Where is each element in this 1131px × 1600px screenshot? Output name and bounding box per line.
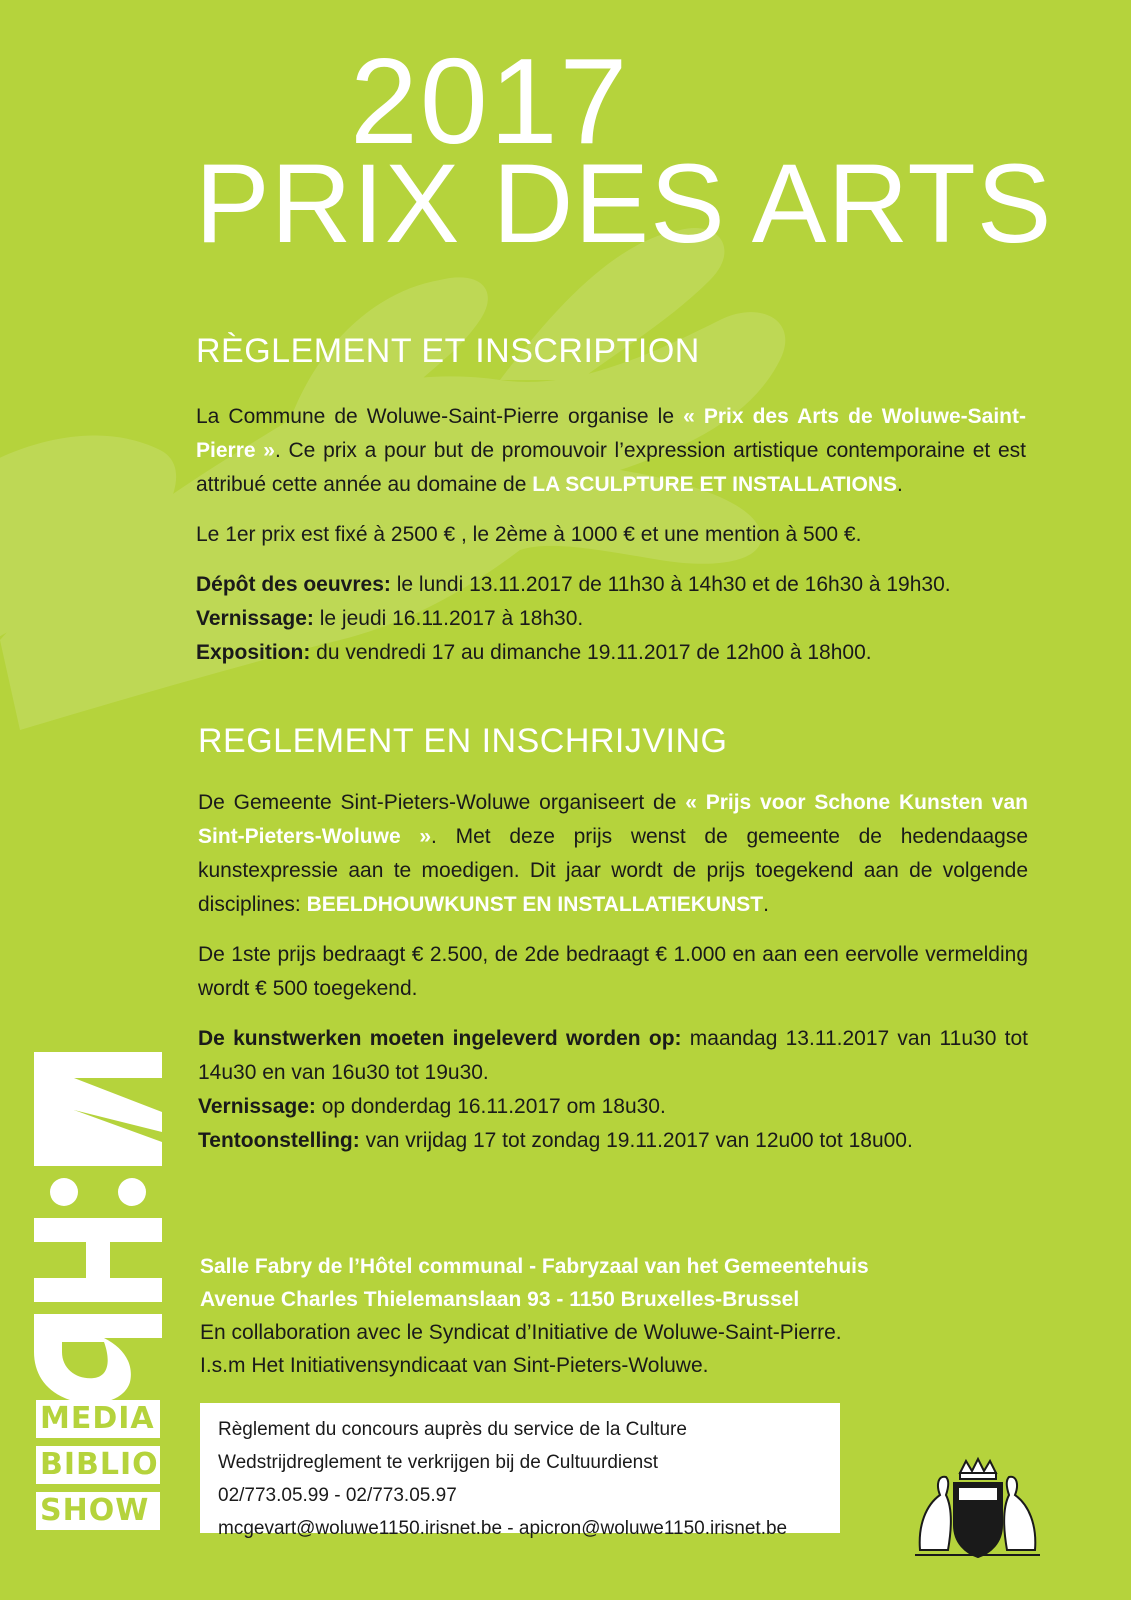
nl-exposition-value: van vrijdag 17 tot zondag 19.11.2017 van 12u00 tot 18u00. <box>359 1129 913 1152</box>
info-rules-nl: Wedstrijdreglement te verkrijgen bij de Cultuurdienst <box>218 1452 659 1473</box>
info-box <box>200 1403 840 1539</box>
nl-intro-text: De Gemeente Sint-Pieters-Woluwe organiseert de <box>198 791 686 814</box>
info-email: mcgevart@woluwe1150.irisnet.be - apicron@woluwe1150.irisnet.be <box>218 1518 788 1539</box>
nl-prize-name: « Prijs voor Schone Kunsten van Sint-Pieters-Woluwe » <box>198 791 1028 848</box>
venue-address: Avenue Charles Thielemanslaan 93 - 1150 Bruxelles-Brussel <box>200 1288 800 1311</box>
fr-heading: RÈGLEMENT ET INSCRIPTION <box>196 332 700 370</box>
nl-intro <box>198 786 1028 922</box>
fr-intro-text: La Commune de Woluwe-Saint-Pierre organise le <box>196 405 684 428</box>
nl-intro-end: . <box>763 893 769 916</box>
venue-name: Salle Fabry de l’Hôtel communal - Fabryzaal van het Gemeentehuis <box>200 1255 869 1278</box>
info-rules-fr: Règlement du concours auprès du service de la Culture <box>218 1419 687 1440</box>
fr-depot <box>196 568 1026 602</box>
nl-exposition <box>198 1124 1028 1158</box>
nl-depot <box>198 1022 1028 1090</box>
fr-prize-name: « Prix des Arts de Woluwe-Saint-Pierre » <box>196 405 1026 462</box>
fr-intro-end: . <box>897 473 903 496</box>
logo-tag-show: SHOW <box>36 1492 160 1530</box>
nl-heading: REGLEMENT EN INSCHRIJVING <box>198 722 728 760</box>
fr-vernissage <box>196 602 1026 636</box>
logo-tag-media: MEDIA <box>36 1400 160 1438</box>
nl-intro-text-2: . Met deze prijs wenst de gemeente de hedendaagse kunstexpressie aan te moedigen. Dit jaar wordt de prijs toegekend aan de volgende disciplines: <box>198 825 1028 916</box>
venue-block <box>200 1250 869 1382</box>
nl-vernissage <box>198 1090 1028 1124</box>
fr-prizes: Le 1er prix est fixé à 2500 € , le 2ème à 1000 € et une mention à 500 €. <box>196 523 862 546</box>
main-title: PRIX DES ARTS <box>195 141 1053 266</box>
fr-depot-label: Dépôt des oeuvres: <box>196 573 391 596</box>
fr-depot-value: le lundi 13.11.2017 de 11h30 à 14h30 et de 16h30 à 19h30. <box>390 573 951 596</box>
venue-collab-nl: I.s.m Het Initiativensyndicaat van Sint-Pieters-Woluwe. <box>200 1354 709 1377</box>
fr-body <box>196 400 1026 670</box>
nl-prizes: De 1ste prijs bedraagt € 2.500, de 2de bedraagt € 1.000 en aan een eervolle vermelding wordt € 500 toegekend. <box>198 943 1028 1000</box>
nl-discipline: BEELDHOUWKUNST EN INSTALLATIEKUNST <box>306 893 764 916</box>
fr-discipline: LA SCULPTURE ET INSTALLATIONS <box>532 473 898 496</box>
w-ha-logo <box>34 1052 162 1422</box>
fr-intro <box>196 400 1026 502</box>
fr-vernissage-label: Vernissage: <box>196 607 314 630</box>
coat-of-arms-icon <box>910 1455 1045 1565</box>
fr-vernissage-value: le jeudi 16.11.2017 à 18h30. <box>313 607 584 630</box>
info-phone: 02/773.05.99 - 02/773.05.97 <box>218 1485 457 1506</box>
nl-body <box>198 786 1028 1158</box>
nl-depot-value: maandag 13.11.2017 van 11u30 tot 14u30 en van 16u30 tot 19u30. <box>198 1027 1028 1084</box>
fr-intro-text-2: . Ce prix a pour but de promouvoir l’expression artistique contemporaine et est attribué cette année au domaine de <box>196 439 1026 496</box>
venue-collab-fr: En collaboration avec le Syndicat d’Initiative de Woluwe-Saint-Pierre. <box>200 1321 842 1344</box>
fr-exposition <box>196 636 1026 670</box>
logo-tag-biblio: BIBLIO <box>36 1446 160 1484</box>
nl-depot-label: De kunstwerken moeten ingeleverd worden op: <box>198 1027 682 1050</box>
fr-exposition-value: du vendredi 17 au dimanche 19.11.2017 de 12h00 à 18h00. <box>310 641 872 664</box>
fr-exposition-label: Exposition: <box>196 641 311 664</box>
nl-vernissage-label: Vernissage: <box>198 1095 316 1118</box>
nl-vernissage-value: op donderdag 16.11.2017 om 18u30. <box>315 1095 666 1118</box>
nl-exposition-label: Tentoonstelling: <box>198 1129 360 1152</box>
year-title: 2017 <box>350 33 630 169</box>
